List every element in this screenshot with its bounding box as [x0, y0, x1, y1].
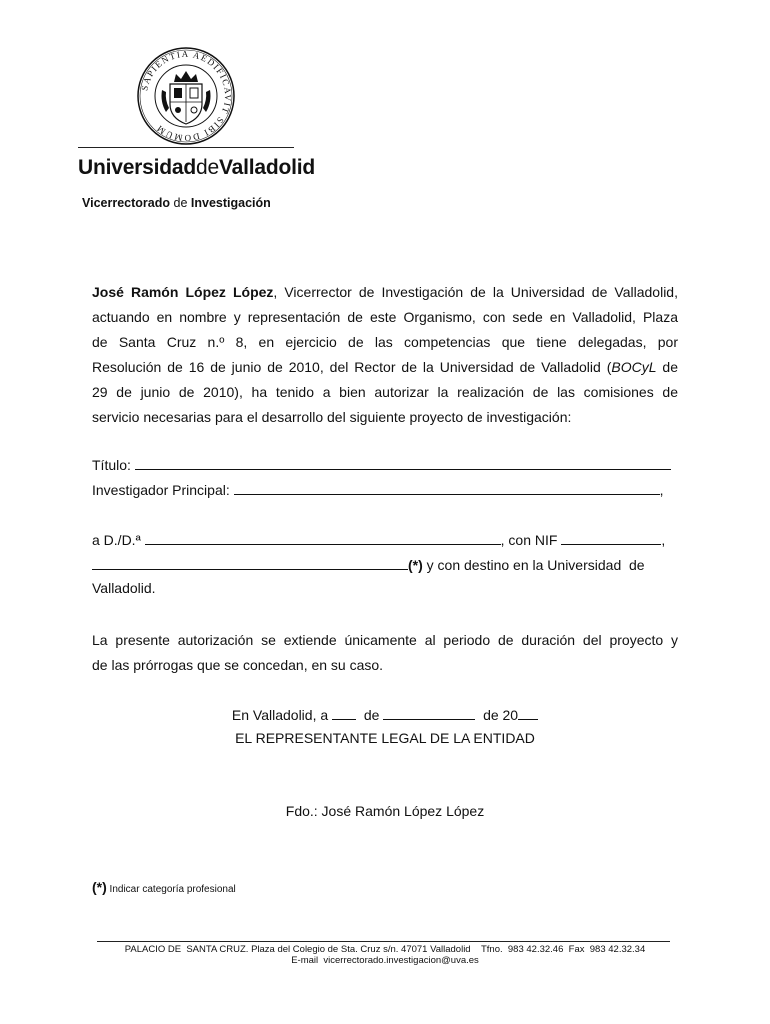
vicerrectorado-name: Vicerrectorado de Investigación — [82, 196, 271, 210]
footer-divider — [97, 941, 670, 942]
intro-line-3: de Santa Cruz n.º 8, en ejercicio de las competencias que tiene delegadas, por — [92, 334, 678, 350]
footnote-asterisk: (*) — [92, 879, 107, 895]
autorizacion-line-2: de las prórrogas que se concedan, en su caso. — [92, 657, 384, 673]
intro-line-2: actuando en nombre y representación de este Organismo, con sede en Valladolid, Plaza — [92, 309, 678, 325]
con-nif-label: , con NIF — [500, 532, 558, 548]
representante-legal: EL REPRESENTANTE LEGAL DE LA ENTIDAD — [235, 730, 535, 746]
footer-email: E-mail vicerrectorado.investigacion@uva.es — [291, 955, 479, 966]
investigador-comma: , — [659, 482, 664, 498]
footer-address: PALACIO DE SANTA CRUZ. Plaza del Colegio de Sta. Cruz s/n. 47071 Valladolid Tfno. 983 42.32.46 Fax 983 42.32.34 — [124, 944, 646, 955]
titulo-row — [92, 455, 671, 473]
categoria-blank-line[interactable] — [92, 555, 408, 570]
intro-line-6: servicio necesarias para el desarrollo del siguiente proyecto de investigación: — [92, 409, 572, 425]
intro-line-4: Resolución de 16 de junio de 2010, del Rector de la Universidad de Valladolid (BOCyL de — [92, 359, 678, 375]
university-seal-logo — [136, 46, 236, 146]
categoria-asterisk: (*) — [408, 557, 423, 573]
fecha-month-blank[interactable] — [383, 705, 475, 720]
firma: Fdo.: José Ramón López López — [285, 803, 485, 819]
nif-comma: , — [661, 532, 666, 548]
fecha-year-blank[interactable] — [518, 705, 538, 720]
categoria-row — [92, 555, 679, 573]
university-name: UniversidaddeValladolid — [78, 156, 316, 179]
nif-blank-line[interactable] — [561, 530, 661, 545]
investigador-label: Investigador Principal: — [92, 482, 230, 498]
dd-row — [92, 530, 665, 548]
footnote-text: Indicar categoría profesional — [106, 884, 236, 895]
investigador-row — [92, 480, 664, 498]
footnote — [92, 879, 236, 895]
valladolid-text: Valladolid. — [92, 580, 156, 596]
dd-label: a D./D.ª — [92, 532, 141, 548]
intro-line-1: José Ramón López López, Vicerrector de Investigación de la Universidad de Valladolid, — [92, 284, 678, 300]
autorizacion-line-1: La presente autorización se extiende únicamente al periodo de duración del proyecto y — [92, 632, 678, 648]
svg-text:SAPIENTIA AEDIFICAVIT SIBI DOM: SAPIENTIA AEDIFICAVIT SIBI DOMUM — [139, 48, 234, 144]
titulo-blank-line[interactable] — [135, 455, 671, 470]
fecha-de-2: de 20 — [483, 707, 519, 723]
intro-line-5: 29 de junio de 2010), ha tenido a bien autorizar la realización de las comisiones de — [92, 384, 678, 400]
dd-name-blank-line[interactable] — [145, 530, 501, 545]
fecha-row — [0, 705, 770, 723]
fecha-day-blank[interactable] — [332, 705, 356, 720]
fecha-prefix: En Valladolid, a — [231, 707, 329, 723]
fecha-de-1: de — [363, 707, 380, 723]
header-divider — [78, 147, 294, 148]
destino-text: y con destino en la Universidad de — [422, 557, 645, 573]
titulo-label: Título: — [92, 457, 131, 473]
investigador-blank-line[interactable] — [234, 480, 660, 495]
